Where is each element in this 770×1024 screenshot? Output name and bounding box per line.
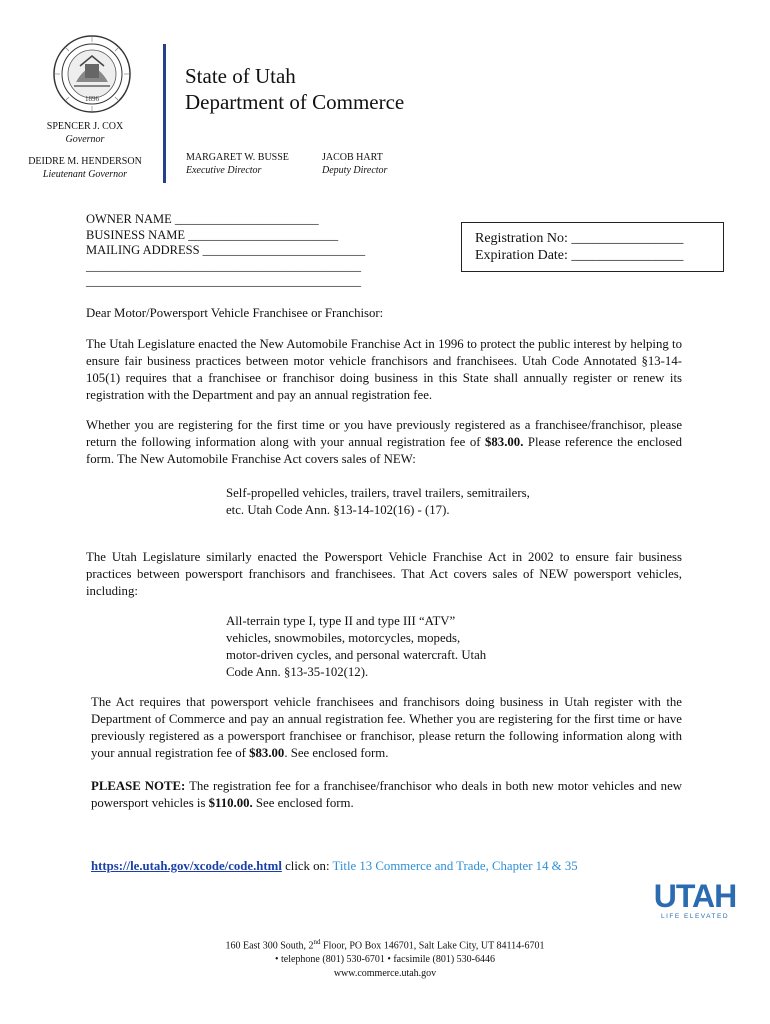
expiration-date-field[interactable]: Expiration Date: ________________ [475,248,684,263]
link-line [91,858,578,875]
utah-logo-tagline: LIFE ELEVATED [660,913,730,920]
please-note-label: PLEASE NOTE: [91,779,186,793]
p4-fee: $83.00 [249,746,285,760]
address-line-3-field[interactable]: ____________________________________________ [86,274,361,288]
salutation: Dear Motor/Powersport Vehicle Franchisee or Franchisor: [86,306,384,320]
p2-fee: $83.00. [485,435,524,449]
indent2-line-4: Code Ann. §13-35-102(12). [226,665,369,679]
code-link[interactable]: https://le.utah.gov/xcode/code.html [91,859,282,873]
footer-address-sup: nd [313,938,321,946]
footer-address-a: 160 East 300 South, 2 [225,940,314,952]
governor-block [26,120,144,146]
indent-block-2 [226,613,566,681]
footer-address-b: Floor, PO Box 146701, Salt Lake City, UT 84114-6701 [320,940,545,952]
p2-text-a: Whether you are registering for the first time or you have previously registered as a franchisee/franchisor, please return the following information along with your annual registration fee of [86,418,682,449]
please-note-paragraph [91,778,682,812]
p2-text-b: Please reference the enclosed form. The New Automobile Franchise Act covers sales of NEW: [86,435,682,466]
owner-name-field[interactable]: OWNER NAME _______________________ [86,212,319,226]
deputy-director-block [322,151,387,177]
lt-governor-title: Lieutenant Governor [42,169,128,180]
mailing-address-field[interactable]: MAILING ADDRESS __________________________ [86,243,366,257]
dept-line-2: Department of Commerce [185,90,405,114]
department-title [185,63,404,115]
paragraph-4 [91,694,682,762]
indent-block-1 [226,485,566,519]
address-line-2-field[interactable]: ____________________________________________ [86,258,361,273]
indent2-line-2: vehicles, snowmobiles, motorcycles, mopeds, [226,631,461,645]
indent1-line-2: etc. Utah Code Ann. §13-14-102(16) - (17). [226,503,450,517]
utah-logo [640,880,750,920]
indent2-line-1: All-terrain type I, type II and type III “ATV” [226,614,456,628]
deputy-director-name: JACOB HART [322,152,383,163]
exec-director-name: MARGARET W. BUSSE [186,152,289,163]
deputy-director-title: Deputy Director [322,165,388,176]
registration-number-field[interactable]: Registration No: ________________ [475,231,684,246]
owner-fields [86,212,365,290]
utah-logo-word: UTAH [653,880,737,914]
title-13-link[interactable]: Title 13 Commerce and Trade, Chapter 14 & 35 [332,859,578,873]
header-divider [163,44,166,183]
footer-website[interactable]: www.commerce.utah.gov [333,968,437,980]
governor-title: Governor [65,134,105,145]
footer-address [0,935,770,953]
footer-phone: • telephone (801) 530-6701 • facsimile (801) 530-6446 [274,954,495,966]
footer [0,935,770,981]
indent2-line-3: motor-driven cycles, and personal watercraft. Utah [226,648,487,662]
lt-governor-name: DEIDRE M. HENDERSON [28,156,142,167]
p4-text-b: . See enclosed form. [284,746,389,760]
paragraph-1: The Utah Legislature enacted the New Automobile Franchise Act in 1996 to protect the public interest by helping to ensure fair business practices between motor vehicle franchisors and franchisees. Utah Code Annotated §13-14-105(1) requires that a franchisee or franchisor doing business in this State shall annually register or renew its registration with the Department and pay an annual registration fee. [86,337,682,402]
dept-line-1: State of Utah [185,64,296,88]
paragraph-2 [86,417,682,468]
exec-director-title: Executive Director [186,165,262,176]
state-seal-logo [52,34,132,114]
business-name-field[interactable]: BUSINESS NAME ________________________ [86,227,339,242]
paragraph-3: The Utah Legislature similarly enacted the Powersport Vehicle Franchise Act in 2002 to ensure fair business practices between powersport franchisors and franchisees. That Act covers sales of NEW powersport vehicles, including: [86,550,682,598]
link-mid-text: click on: [281,859,333,873]
governor-name: SPENCER J. COX [46,121,124,132]
p5-text-a: The registration fee for a franchisee/franchisor who deals in both new motor vehicles and new powersport vehicles is [91,779,682,810]
p4-text-a: The Act requires that powersport vehicle franchisees and franchisors doing business in Utah register with the Department of Commerce and pay an annual registration fee. Whether you are registering for the first time or have previously registered as a powersport franchisee or franchisor, please return the following information along with your annual registration fee of [91,695,682,760]
p5-text-b: See enclosed form. [252,796,354,810]
executive-director-block [186,151,289,177]
registration-box [461,222,724,272]
indent1-line-1: Self-propelled vehicles, trailers, travel trailers, semitrailers, [226,486,530,500]
lt-governor-block [26,155,144,181]
p5-fee: $110.00. [208,796,253,810]
seal-year: 1896 [85,95,99,103]
